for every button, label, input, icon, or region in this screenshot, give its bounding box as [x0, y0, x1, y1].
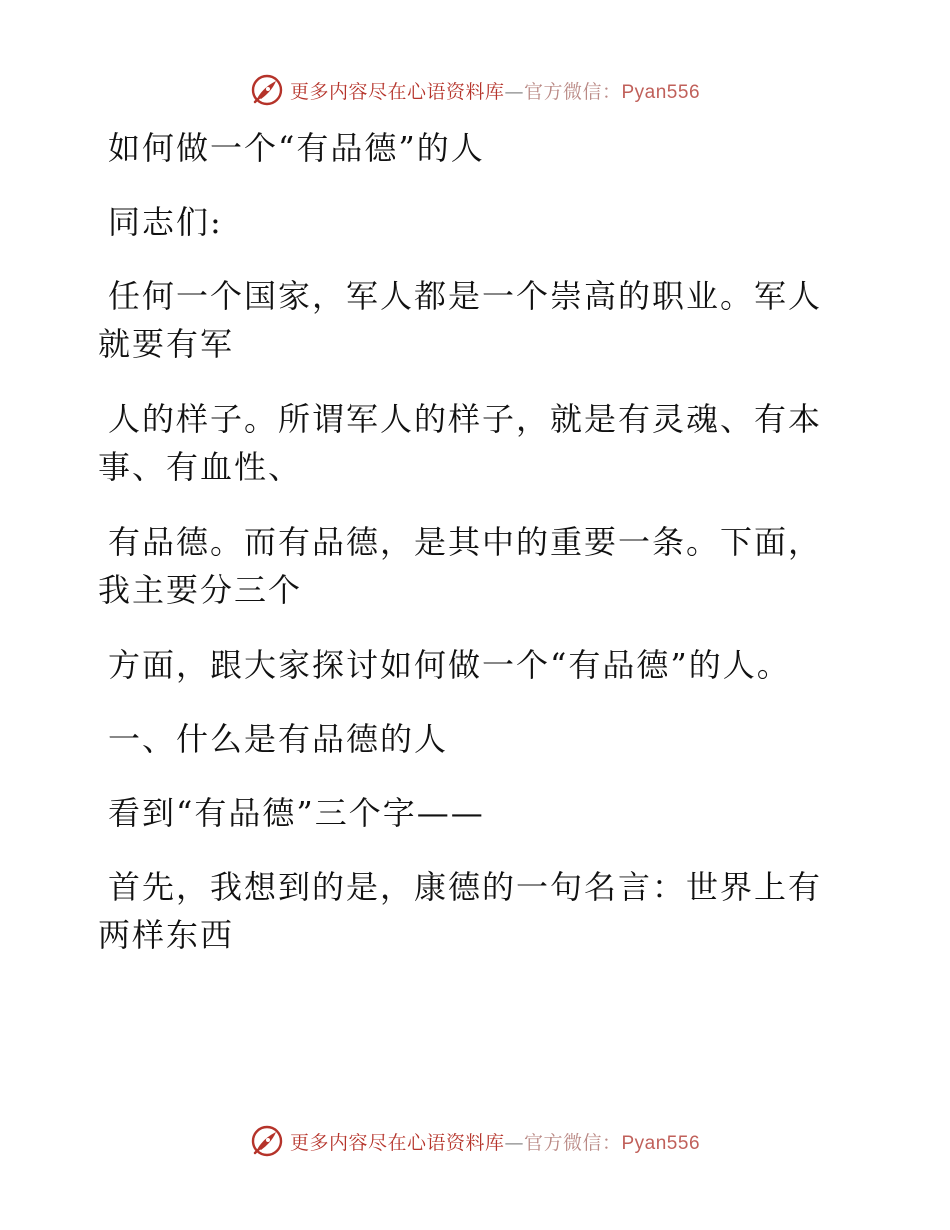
document-body — [98, 124, 838, 959]
text-line: 有品德。而有品德，是其中的重要一条。下面， — [108, 523, 823, 561]
text-line: 就要有军 — [98, 325, 235, 363]
banner-text — [290, 77, 700, 104]
banner-text — [290, 1128, 700, 1155]
header-banner — [0, 70, 950, 110]
pen-nib-logo-icon — [250, 73, 284, 107]
text-line: 我主要分三个 — [98, 571, 303, 609]
pen-nib-logo-icon — [250, 1124, 284, 1158]
text-line: 两样东西 — [98, 916, 235, 954]
footer-banner — [0, 1121, 950, 1161]
text-line: 一、什么是有品德的人 — [108, 720, 449, 758]
banner-main-text: 更多内容尽在心语资料库 — [289, 80, 505, 103]
text-line: 事、有血性、 — [98, 448, 303, 486]
text-line: 同志们: — [108, 203, 223, 241]
section-heading — [98, 715, 838, 763]
banner-dash: — — [504, 1131, 524, 1154]
text-line: 方面，跟大家探讨如何做一个“有品德”的人。 — [108, 646, 791, 684]
text-line: 人的样子。所谓军人的样子，就是有灵魂、有本 — [108, 400, 823, 438]
banner-wechat-id: Pyan556 — [621, 81, 701, 103]
banner-main-text: 更多内容尽在心语资料库 — [289, 1131, 505, 1154]
title-line: 如何做一个“有品德”的人 — [108, 129, 485, 167]
paragraph-4 — [98, 641, 838, 689]
banner-wechat-label: 官方微信： — [523, 1131, 622, 1154]
paragraph-5 — [98, 789, 838, 837]
banner-dash: — — [504, 80, 524, 103]
text-line: 看到“有品德”三个字—— — [108, 794, 485, 832]
paragraph-1 — [98, 272, 838, 368]
text-line: 首先，我想到的是，康德的一句名言：世界上有 — [108, 868, 823, 906]
text-line: 任何一个国家，军人都是一个崇高的职业。军人 — [108, 277, 823, 315]
paragraph-3 — [98, 518, 838, 614]
banner-wechat-id: Pyan556 — [621, 1132, 701, 1154]
banner-wechat-label: 官方微信： — [523, 80, 622, 103]
paragraph-6 — [98, 863, 838, 959]
paragraph-2 — [98, 395, 838, 491]
salutation-paragraph — [98, 198, 838, 246]
document-title — [98, 124, 838, 172]
